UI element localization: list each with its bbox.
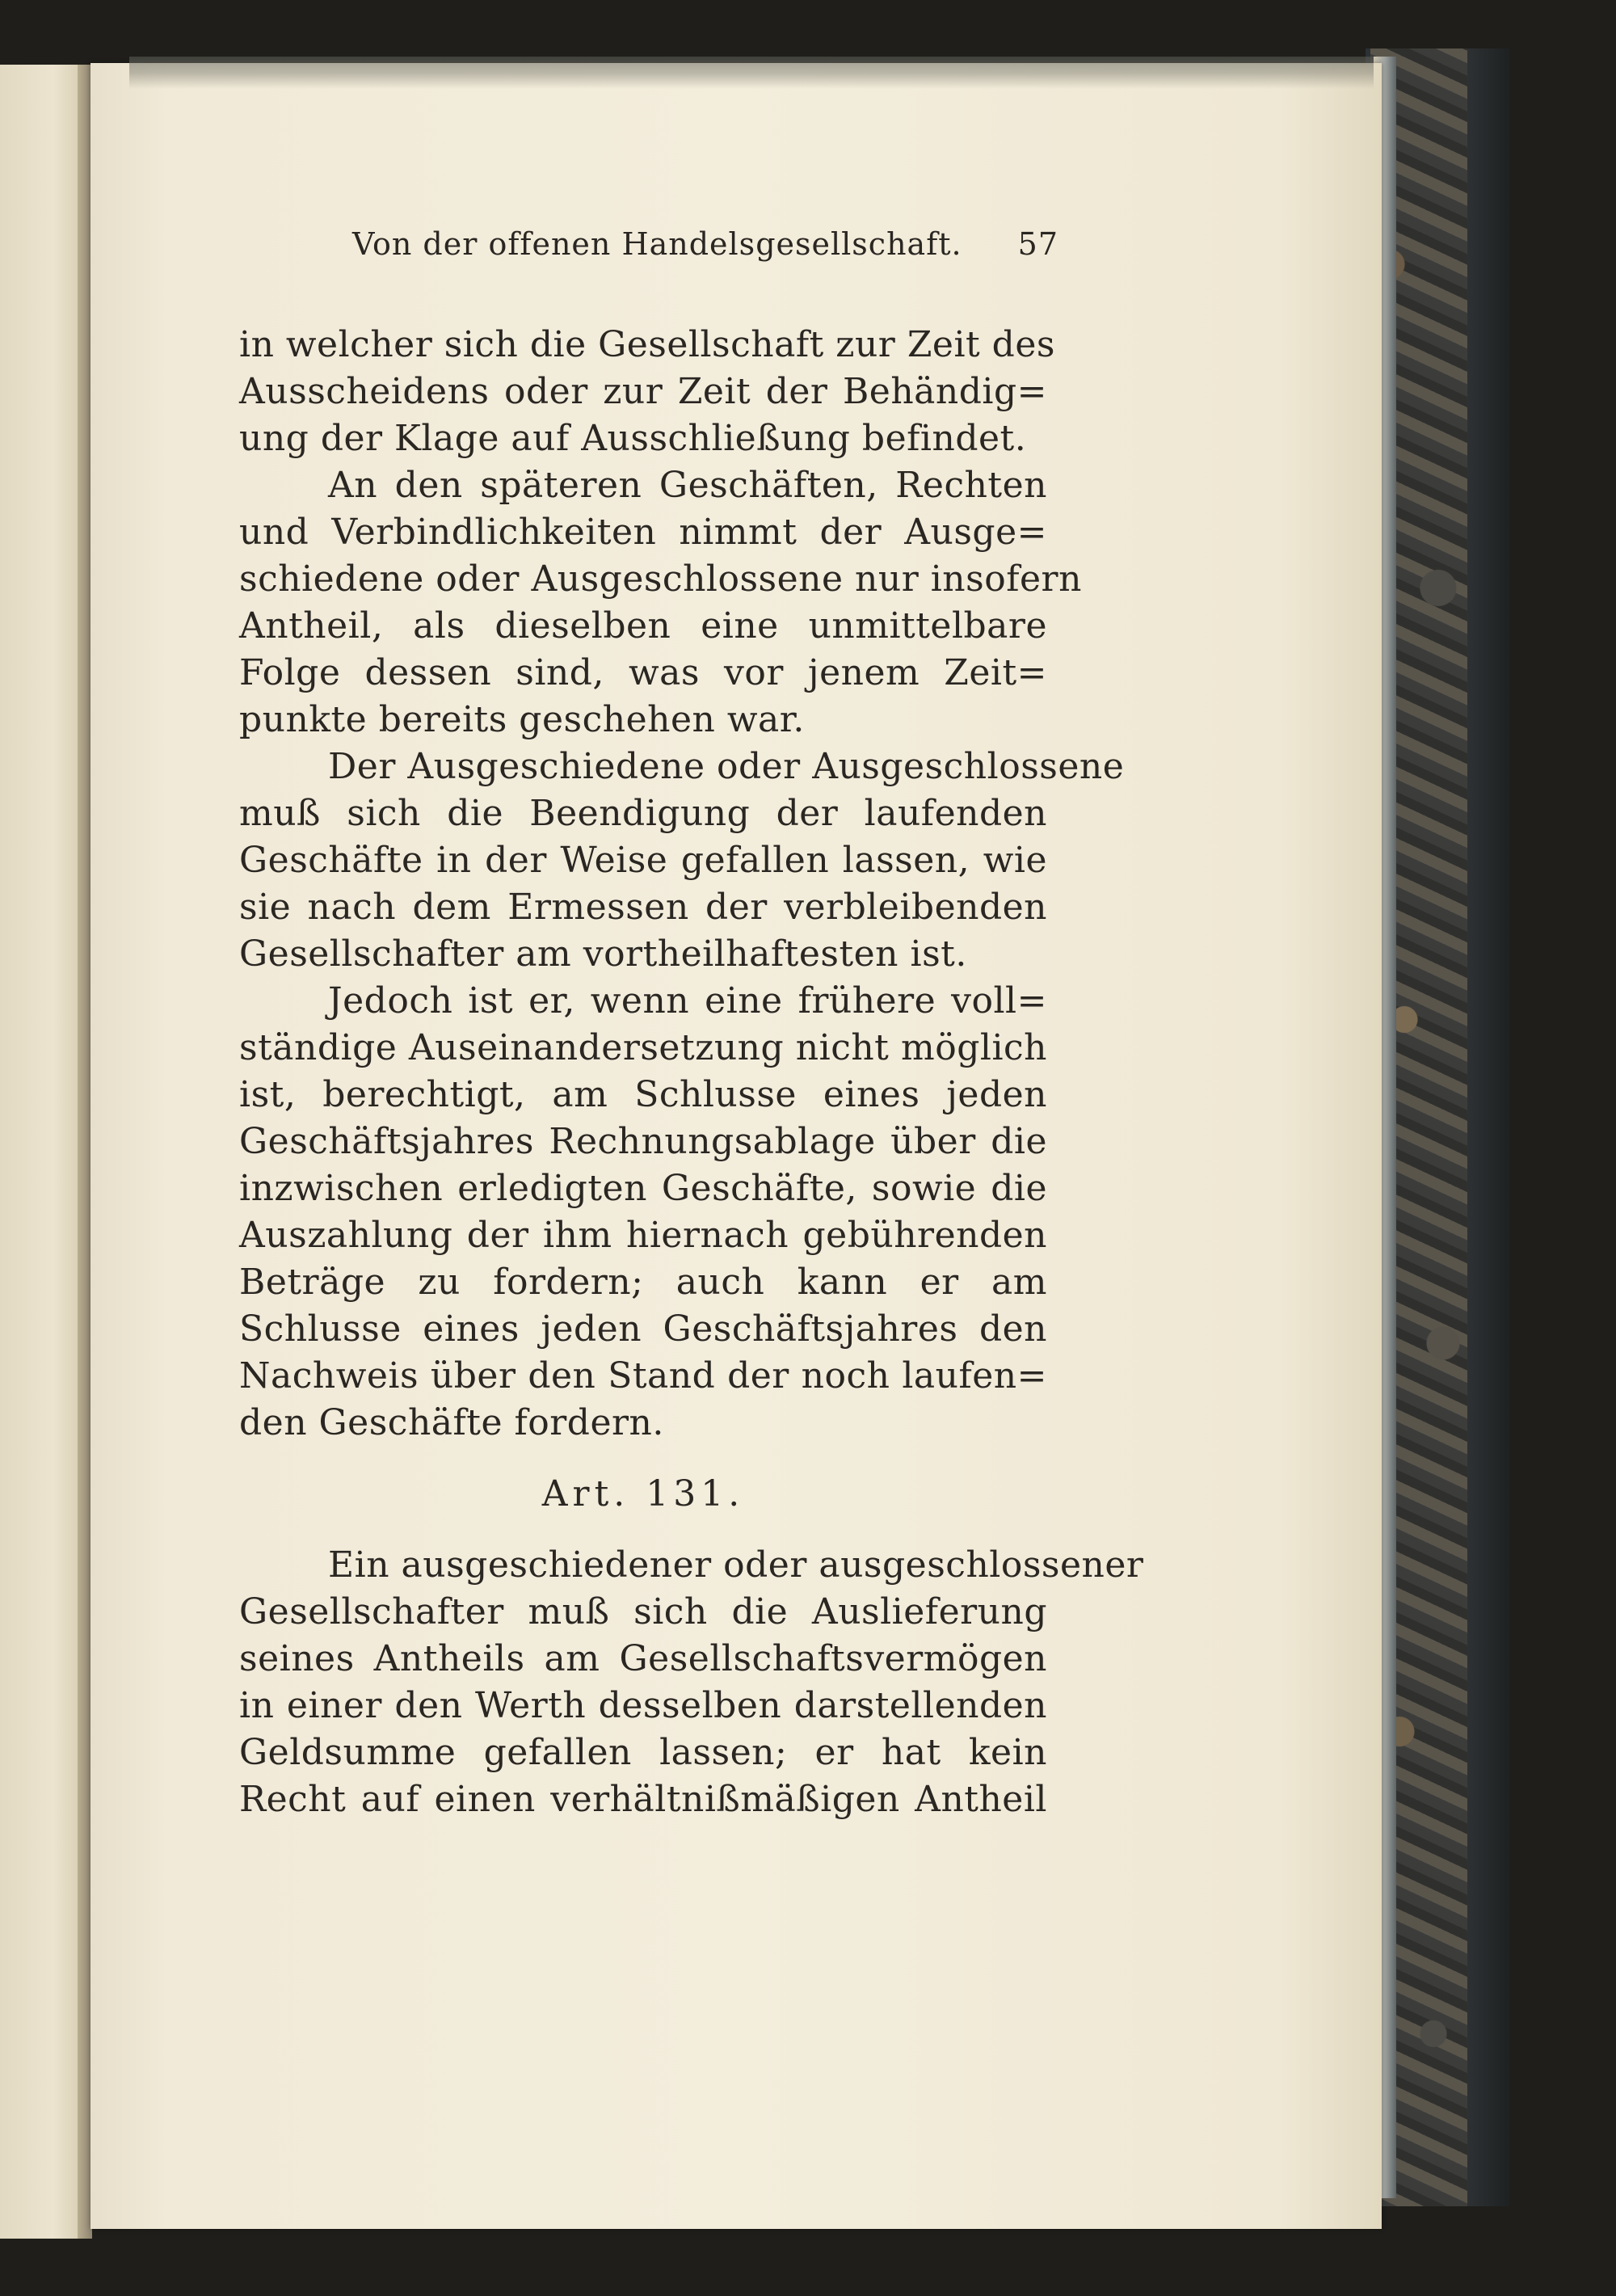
text-line: schiedene oder Ausgeschlossene nur insofern xyxy=(239,558,1082,600)
text-line: Geschäftsjahres Rechnungsablage über die xyxy=(239,1121,1047,1162)
running-header xyxy=(239,226,1058,275)
text-line: Der Ausgeschiedene oder Ausgeschlossene xyxy=(328,746,1125,787)
text-line: und Verbindlichkeiten nimmt der Ausge= xyxy=(239,512,1047,553)
text-line: Antheil, als dieselben eine unmittelbare xyxy=(239,605,1047,647)
text-line: den Geschäfte fordern. xyxy=(239,1402,664,1443)
book-cover-edge xyxy=(1461,48,1509,2206)
text-line: ständige Auseinandersetzung nicht möglich xyxy=(239,1027,1047,1068)
text-line: ist, berechtigt, am Schlusse eines jeden xyxy=(239,1074,1047,1115)
text-line: Ausscheidens oder zur Zeit der Behändig= xyxy=(239,371,1047,412)
text-line: muß sich die Beendigung der laufenden xyxy=(239,793,1047,834)
text-line: in einer den Werth desselben darstellenden xyxy=(239,1685,1047,1726)
page-text-block xyxy=(239,226,1144,1823)
text-line: inzwischen erledigten Geschäfte, sowie die xyxy=(239,1168,1047,1209)
article-heading: Art. 131. xyxy=(541,1473,745,1515)
text-line: Schlusse eines jeden Geschäftsjahres den xyxy=(239,1308,1047,1350)
page-number: 57 xyxy=(1017,226,1058,262)
page-top-shadow xyxy=(129,57,1374,89)
facing-page-edge xyxy=(0,65,89,2239)
text-line: Nachweis über den Stand der noch laufen= xyxy=(239,1355,1047,1397)
text-line: ung der Klage auf Ausschließung befindet. xyxy=(239,418,1027,459)
text-line: Jedoch ist er, wenn eine frühere voll= xyxy=(328,980,1047,1022)
text-line: Gesellschafter muß sich die Auslieferung xyxy=(239,1591,1047,1632)
text-line: Geschäfte in der Weise gefallen lassen, wie xyxy=(239,840,1047,881)
running-head-title: Von der offenen Handelsgesellschaft. xyxy=(352,226,962,262)
text-line: in welcher sich die Gesellschaft zur Zeit des xyxy=(239,324,1055,365)
text-line: Recht auf einen verhältnißmäßigen Antheil xyxy=(239,1779,1047,1820)
text-line: Gesellschafter am vortheilhaftesten ist. xyxy=(239,933,967,975)
text-line: Geldsumme gefallen lassen; er hat kein xyxy=(239,1732,1047,1773)
text-line: seines Antheils am Gesellschaftsvermögen xyxy=(239,1638,1047,1679)
text-line: Ein ausgeschiedener oder ausgeschlossener xyxy=(328,1544,1144,1586)
text-line: Auszahlung der ihm hiernach gebührenden xyxy=(239,1215,1047,1256)
text-line: sie nach dem Ermessen der verbleibenden xyxy=(239,887,1047,928)
text-line: Beträge zu fordern; auch kann er am xyxy=(239,1262,1047,1303)
text-line: An den späteren Geschäften, Rechten xyxy=(328,465,1047,506)
text-line: punkte bereits geschehen war. xyxy=(239,699,805,740)
text-line: Folge dessen sind, was vor jenem Zeit= xyxy=(239,652,1047,693)
